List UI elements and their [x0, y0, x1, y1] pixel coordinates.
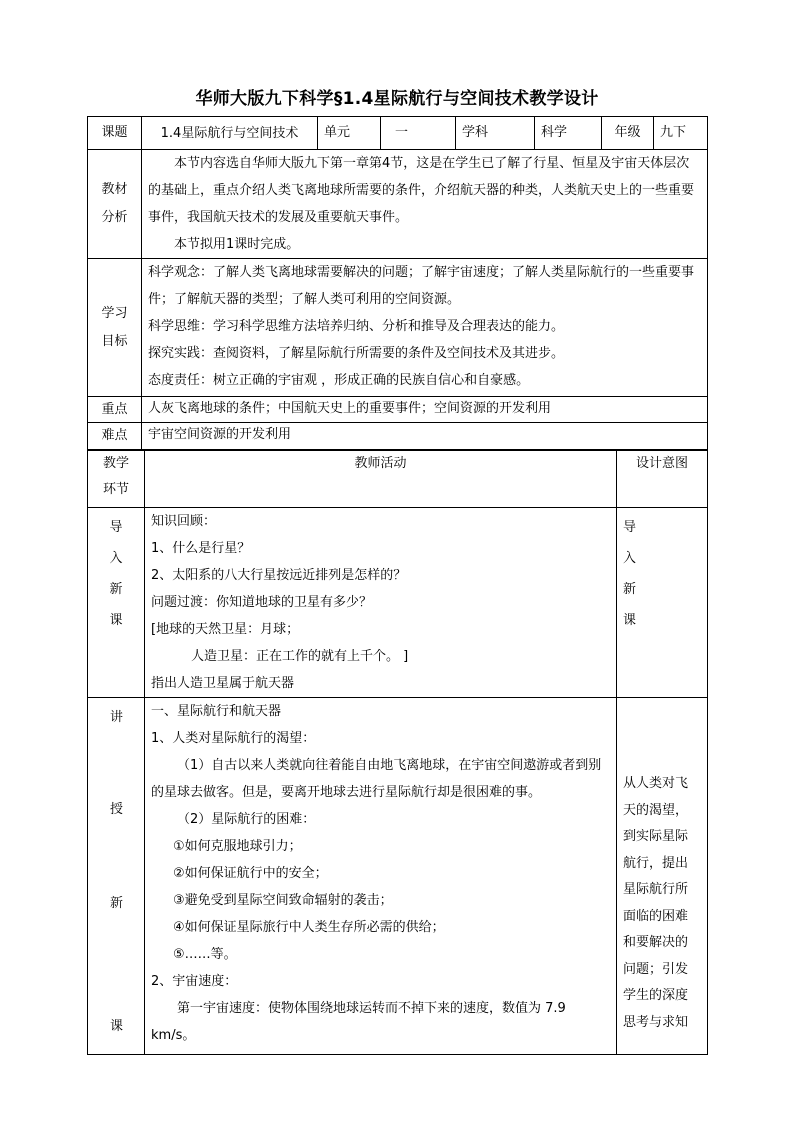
stage-char: 讲 [109, 710, 123, 725]
subject-label: 学科 [456, 117, 535, 150]
intro-content [145, 508, 617, 698]
intro-line: 问题过渡：你知道地球的卫星有多少？ [151, 595, 373, 610]
difficult-label: 难点 [88, 423, 142, 450]
goal-item: 科学思维：学习科学思维方法培养归纳、分析和推导及合理表达的能力。 [148, 319, 565, 334]
intent-line: 天的渴望， [623, 802, 689, 818]
difficulty-item: ⑤……等。 [173, 947, 237, 962]
difficulty-item: ④如何保证星际旅行中人类生存所必需的供给； [173, 920, 445, 935]
page-title: 华师大版九下科学§1.4星际航行与空间技术教学设计 [195, 89, 599, 109]
analysis-paragraph: 本节内容选自华师大版九下第一章第4节，这是在学生已了解了行星、恒星及宇宙天体层次的基础上，重点介绍人类飞离地球所需要的条件，介绍航天器的种类，人类航天史上的一些重要事件，我国航天技术的发展及重要航天事件。 [148, 156, 695, 225]
goal-item: 探究实践：查阅资料，了解星际航行所需要的条件及空间技术及其进步。 [148, 346, 565, 361]
goals-label [88, 259, 142, 397]
intro-stage [88, 508, 145, 698]
topic-label: 课题 [88, 117, 142, 150]
intro-line: 指出人造卫星属于航天器 [151, 676, 295, 691]
difficulty-item: ①如何克服地球引力； [173, 839, 302, 854]
lecture-row [88, 698, 708, 1055]
analysis-paragraph: 本节拟用1课时完成。 [174, 237, 300, 252]
topic-value: 1.4星际航行与空间技术 [142, 117, 318, 150]
intro-line: [地球的天然卫星：月球； [151, 622, 300, 637]
stage-char: 新 [109, 582, 123, 597]
unit-label: 单元 [318, 117, 381, 150]
intro-row [88, 508, 708, 698]
intent-line: 到实际星际 [623, 829, 689, 844]
intro-line: 知识回顾： [151, 514, 217, 529]
stage-header [88, 451, 145, 508]
intent-line: 航行，提出 [623, 855, 689, 871]
stage-char: 课 [109, 613, 123, 628]
intent-line: 学生的深度 [623, 988, 689, 1003]
lecture-paragraph: （1）自古以来人类就向往着能自由地飞离地球，在宇宙空间遨游或者到别的星球去做客。但是，要离开地球去进行星际航行却是很困难的事。 [151, 758, 602, 800]
lecture-paragraph: （2）星际航行的困难： [177, 812, 316, 827]
analysis-row [88, 150, 708, 259]
lecture-intent [617, 698, 708, 1055]
intent-line: 面临的困难 [623, 908, 689, 924]
analysis-label-line: 分析 [101, 210, 128, 225]
lecture-content [145, 698, 617, 1055]
intent-line: 从人类对飞 [623, 776, 689, 791]
difficult-value: 宇宙空间资源的开发利用 [148, 427, 292, 442]
key-row [88, 397, 708, 423]
lecture-heading: 一、星际航行和航天器 [151, 704, 282, 719]
intro-line: 1、什么是行星？ [151, 541, 251, 556]
intent-line: 和要解决的 [623, 935, 689, 950]
lecture-subheading: 2、宇宙速度： [151, 974, 238, 989]
difficulty-item: ②如何保证航行中的安全； [173, 866, 328, 881]
goals-row [88, 259, 708, 397]
goals-label-line: 目标 [101, 333, 128, 349]
subject-value: 科学 [535, 117, 602, 150]
difficulty-item: ③避免受到星际空间致命辐射的袭击； [173, 893, 393, 908]
intent-char: 新 [623, 582, 637, 597]
stage-char: 入 [109, 551, 123, 566]
stage-header-line: 环节 [102, 482, 129, 497]
difficult-content [142, 423, 708, 450]
intent-char: 课 [623, 613, 637, 628]
intent-line: 星际航行所 [623, 882, 689, 897]
goals-content [142, 259, 708, 397]
analysis-label [88, 150, 142, 259]
grade-label: 年级 [602, 117, 654, 150]
info-row [88, 117, 708, 150]
stage-char: 导 [109, 520, 123, 535]
goal-item: 态度责任：树立正确的宇宙观 ，形成正确的民族自信心和自豪感。 [148, 373, 530, 388]
stage-char: 课 [109, 1019, 123, 1034]
teacher-header: 教师活动 [145, 451, 617, 508]
intro-line: 人造卫星：正在工作的就有上千个。 ] [191, 649, 409, 664]
unit-value: 一 [381, 117, 456, 150]
intro-line: 2、太阳系的八大行星按远近排列是怎样的？ [151, 568, 407, 583]
stage-char: 授 [109, 802, 123, 817]
goals-label-line: 学习 [101, 305, 128, 321]
intent-char: 导 [623, 520, 637, 535]
intent-line: 问题；引发 [623, 961, 689, 977]
analysis-content [142, 150, 708, 259]
intro-intent [617, 508, 708, 698]
key-value: 人灰飞离地球的条件；中国航天史上的重要事件；空间资源的开发利用 [148, 401, 552, 416]
grade-value: 九下 [654, 117, 708, 150]
process-header-row [88, 451, 708, 508]
overview-table [87, 116, 708, 450]
lecture-subheading: 1、人类对星际航行的渴望： [151, 731, 316, 746]
stage-char: 新 [109, 896, 123, 911]
process-table [87, 450, 708, 1055]
goal-item: 科学观念：了解人类飞离地球需要解决的问题；了解宇宙速度；了解人类星际航行的一些重要事件；了解航天器的类型；了解人类可利用的空间资源。 [148, 265, 695, 307]
key-label: 重点 [88, 397, 142, 423]
lecture-stage [88, 698, 145, 1055]
difficult-row [88, 423, 708, 450]
analysis-label-line: 教材 [101, 182, 128, 197]
intent-line: 思考与求知 [623, 1014, 689, 1030]
intent-header: 设计意图 [617, 451, 708, 508]
key-content [142, 397, 708, 423]
intent-char: 入 [623, 551, 637, 566]
lecture-paragraph: 第一宇宙速度：使物体围绕地球运转而不掉下来的速度，数值为 7.9 km/s。 [151, 1001, 566, 1043]
stage-header-line: 教学 [102, 456, 129, 471]
